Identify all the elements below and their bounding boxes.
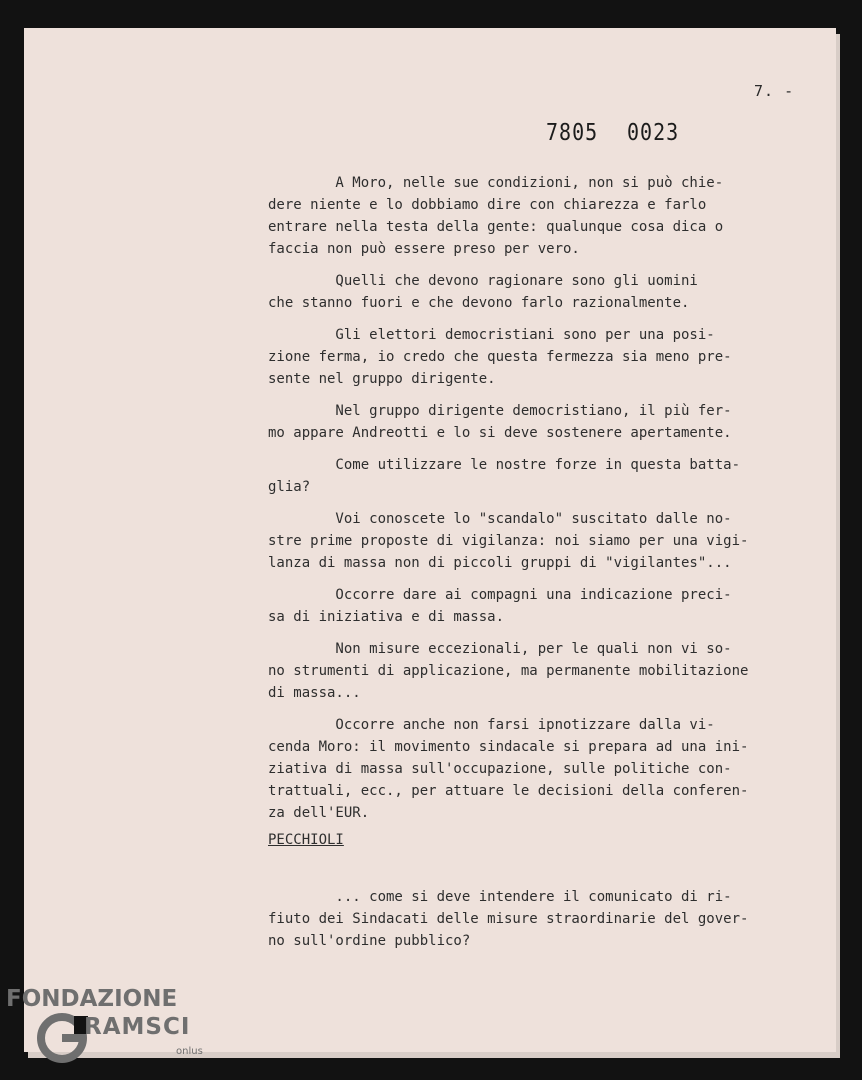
body-text xyxy=(268,172,828,834)
paragraph: Occorre anche non farsi ipnotizzare dalla vi- cenda Moro: il movimento sindacale si prepara ad una ini- ziativa di massa sull'occupazione, sulle politiche con- trattuali, ecc., per attuare le decisioni della conferen- za dell'EUR. xyxy=(268,717,749,821)
paragraph: Gli elettori democristiani sono per una posi- zione ferma, io credo che questa fermezza sia meno pre- sente nel gruppo dirigente. xyxy=(268,327,732,387)
paragraph: Quelli che devono ragionare sono gli uomini che stanno fuori e che devono farlo razionalmente. xyxy=(268,273,698,311)
document-page xyxy=(24,28,836,1052)
speaker-heading: PECCHIOLI xyxy=(268,832,344,848)
logo-line2: RAMSCI xyxy=(84,1014,191,1040)
archive-stamp-right: 0023 xyxy=(627,118,680,146)
paragraph: Come utilizzare le nostre forze in questa batta- glia? xyxy=(268,457,741,495)
archive-stamp-left: 7805 xyxy=(546,118,599,146)
paragraph: Nel gruppo dirigente democristiano, il più fer- mo appare Andreotti e lo si deve sostenere apertamente. xyxy=(268,403,732,441)
paragraph: A Moro, nelle sue condizioni, non si può chie- dere niente e lo dobbiamo dire con chiarezza e farlo entrare nella testa della gente: qualunque cosa dica o faccia non può essere preso per vero. xyxy=(268,175,724,257)
logo-sub: onlus xyxy=(176,1046,203,1057)
logo-line1: FONDAZIONE xyxy=(6,986,178,1012)
logo-g-mark-icon xyxy=(36,1012,88,1064)
speaker-text xyxy=(268,886,828,962)
paragraph: Voi conoscete lo "scandalo" suscitato dalle no- stre prime proposte di vigilanza: noi siamo per una vigi- lanza di massa non di piccoli gruppi di "vigilantes"... xyxy=(268,511,749,571)
paragraph: Non misure eccezionali, per le quali non vi so- no strumenti di applicazione, ma permanente mobilitazione di massa... xyxy=(268,641,749,701)
paragraph: Occorre dare ai compagni una indicazione preci- sa di iniziativa e di massa. xyxy=(268,587,732,625)
paragraph: ... come si deve intendere il comunicato di ri- fiuto dei Sindacati delle misure straordinarie del gover- no sull'ordine pubblico? xyxy=(268,889,749,949)
page-number: 7. - xyxy=(754,82,795,100)
fondazione-gramsci-logo xyxy=(6,986,216,1066)
